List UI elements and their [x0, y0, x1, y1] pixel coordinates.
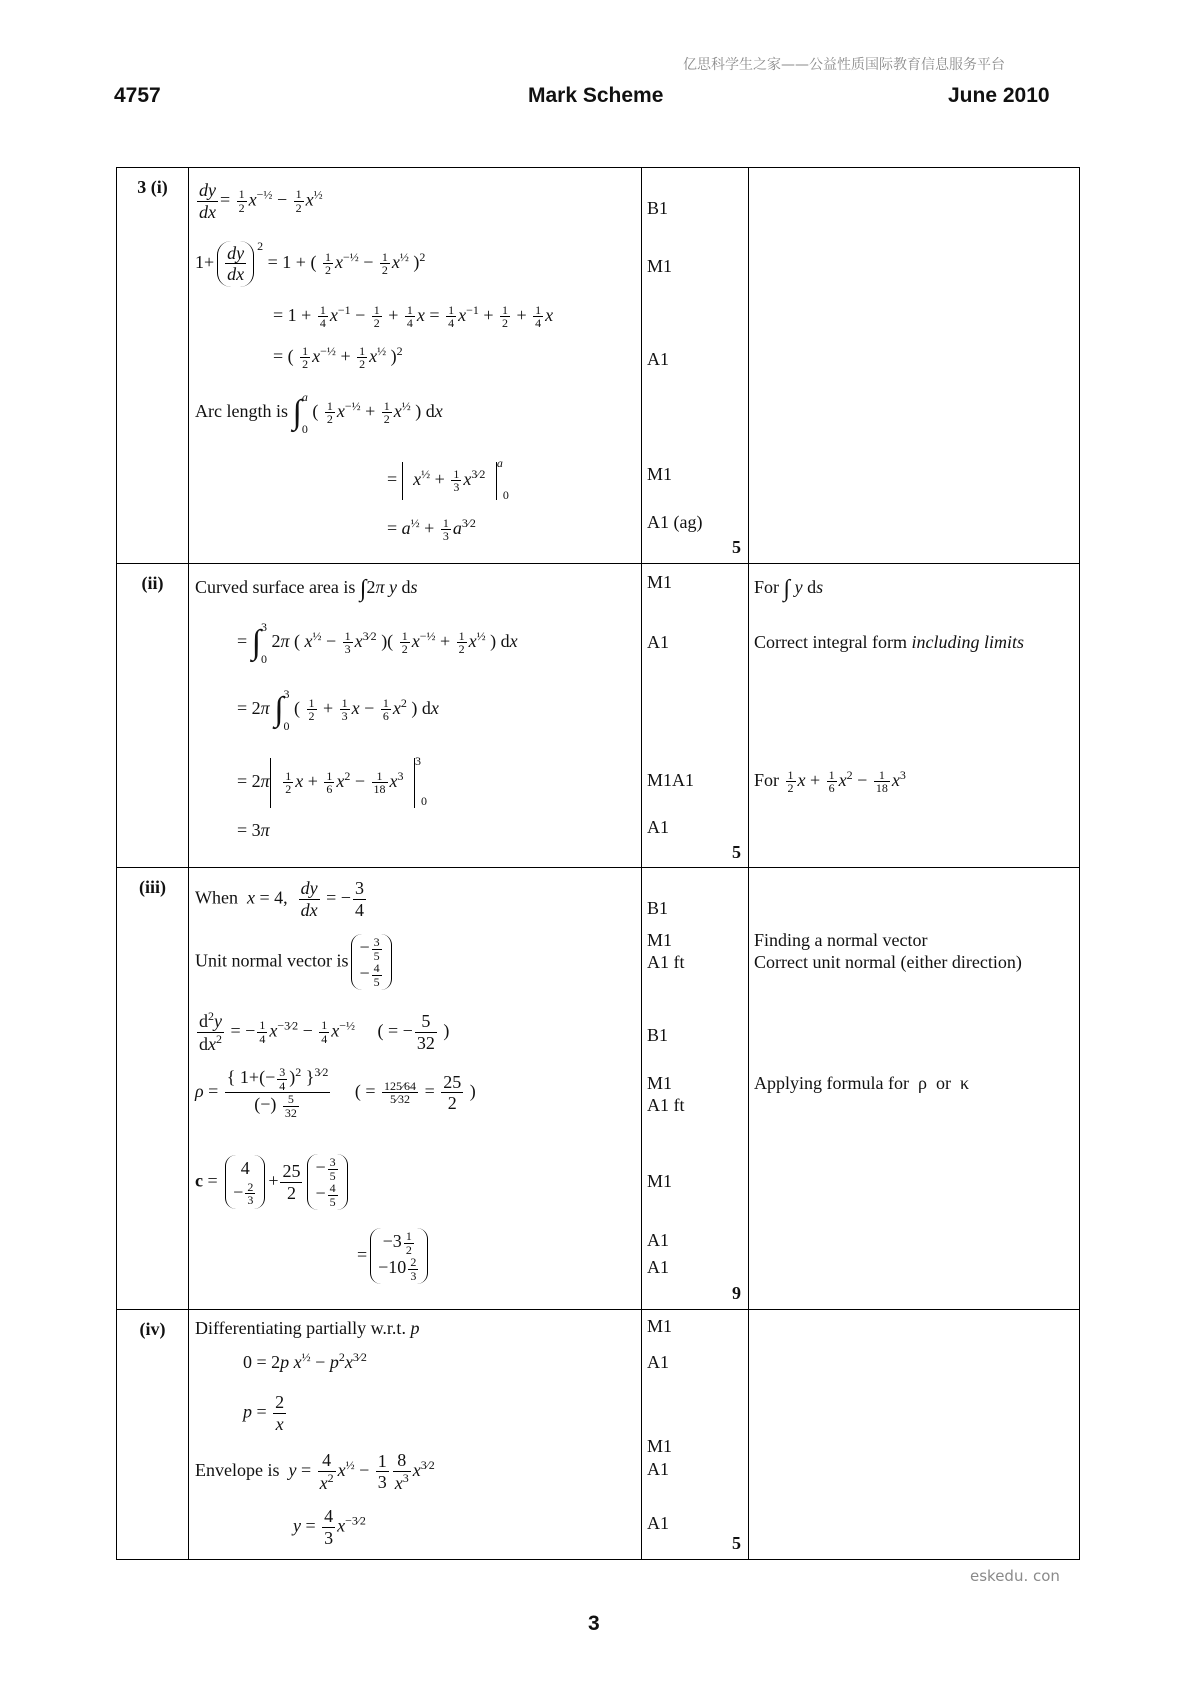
mark: A1 ft — [647, 952, 685, 972]
comment: For — [754, 770, 780, 790]
marks-cell — [642, 1310, 749, 1560]
marks-cell — [642, 564, 749, 868]
comments-cell: For ∫ y ds Correct integral form including limits For $\frac{1}{2}$ x + $\frac{1}{6}$ $x^2$ − $\frac{1}{18}$ $x^3$ — [749, 564, 1080, 868]
mark-scheme-table — [116, 167, 1080, 1560]
mark: A1 — [647, 1459, 669, 1479]
when-label: When — [195, 887, 238, 908]
doc-title: Mark Scheme — [528, 84, 664, 107]
comments-cell — [749, 168, 1080, 564]
mark: A1 — [647, 1230, 669, 1250]
mark: M1 — [647, 1073, 673, 1093]
arc-length-label: Arc length is — [195, 401, 288, 421]
mark: A1 ft — [647, 1095, 685, 1115]
mark: M1 — [647, 464, 673, 484]
comment: Applying formula for ρ or κ — [754, 1073, 970, 1093]
mark: M1 — [647, 572, 673, 592]
mark: A1 — [647, 349, 669, 369]
comment: Finding a normal vector — [754, 930, 928, 950]
mark: A1 — [647, 817, 669, 837]
question-number: 3 (i) — [117, 168, 189, 564]
mark: A1 — [647, 1513, 669, 1533]
watermark-bottom: eskedu. con — [970, 1567, 1060, 1585]
section-3ii — [117, 564, 1080, 868]
mark: B1 — [647, 898, 669, 918]
section-total: 5 — [732, 1533, 741, 1553]
mark: M1 — [647, 256, 673, 276]
mark: A1 — [647, 1352, 669, 1372]
marks-cell — [642, 168, 749, 564]
working-cell: When x = 4, $\frac{dy}{dx}$ = − $\frac{3}{4}$ Unit normal vector is − $\frac{3}{5}$ − $\frac{4}{5}$ $\frac{d^2y}{dx^2}$ = − $\frac{1}{4}$ $x^{-3⁄2}$ − $\frac{1}{4}$ $x^{-\frac{1}{2}}$ ( = − $\frac{5}{32}$ ) ρ = { 1+(− $\frac{3}{4}$ )$^2$ }$^{3⁄2}$ (−) $\frac{5}{32}$ ( = $\frac{125⁄64}{5⁄32}$ = $\frac{25}{2}$ ) c = 4 − $\frac{2}{3}$ + $\frac{25}{2}$ − $\frac{3}{5}$ − $\frac{4}{5}$ = −3 $\frac{1}{2}$ −10 $\frac{2}{3}$ — [189, 868, 642, 1310]
mark: B1 — [647, 198, 669, 218]
watermark-top: 亿思科学生之家——公益性质国际教育信息服务平台 — [683, 57, 1005, 73]
section-3iv — [117, 1310, 1080, 1560]
working-cell: Differentiating partially w.r.t. p 0 = 2p $x^{\frac{1}{2}} - p^2x^{3⁄2}$ p = $\frac{2}{x}$ Envelope is y = $\frac{4}{x^2}$ $x^{\frac{1}{2}}$ − $\frac{1}{3}$ $\frac{8}{x^3}$ $x^{3⁄2}$ y = $\frac{4}{3}$ $x^{-3⁄2}$ — [189, 1310, 642, 1560]
question-number: (iv) — [117, 1310, 189, 1560]
surface-area-label: Curved surface area is — [195, 577, 356, 597]
section-total: 5 — [732, 537, 741, 557]
mark: M1 — [647, 1316, 673, 1336]
mark: B1 — [647, 1025, 669, 1045]
comment: Correct unit normal (either direction) — [754, 952, 1022, 972]
unit-normal-label: Unit normal vector is — [195, 950, 349, 971]
mark: A1 — [647, 1257, 669, 1277]
comments-cell — [749, 1310, 1080, 1560]
working-cell: Curved surface area is ∫2π y ds = ∫$^3_0$ 2π ( $x^{\frac{1}{2}}$ − $\frac{1}{3}$ $x^{3⁄2}$ )( $\frac{1}{2}$ $x^{-\frac{1}{2}}$ + $\frac{1}{2}$ $x^{\frac{1}{2}}$ ) dx = 2π ∫$^3_0$ ( $\frac{1}{2}$ + $\frac{1}{3}$ x − $\frac{1}{6}$ $x^2$ ) dx = 2π $\frac{1}{2}$ x + $\frac{1}{6}$ $x^2$ − $\frac{1}{18}$ $x^3$ $^3_0$ = 3π — [189, 564, 642, 868]
differentiating-label: Differentiating partially w.r.t. — [195, 1318, 406, 1338]
question-number: (ii) — [117, 564, 189, 868]
doc-code: 4757 — [114, 84, 161, 107]
marks-cell — [642, 868, 749, 1310]
doc-date: June 2010 — [948, 84, 1050, 107]
mark: A1 (ag) — [647, 512, 703, 532]
mark: M1A1 — [647, 770, 695, 790]
comment: For — [754, 577, 780, 597]
section-total: 9 — [732, 1283, 741, 1303]
comments-cell — [749, 868, 1080, 1310]
comment: Correct integral form — [754, 632, 907, 652]
envelope-label: Envelope is — [195, 1459, 280, 1480]
mark: M1 — [647, 930, 673, 950]
mark: M1 — [647, 1436, 673, 1456]
mark: M1 — [647, 1171, 673, 1191]
comment-emphasis: including limits — [911, 632, 1024, 652]
section-total: 5 — [732, 842, 741, 862]
working-cell: $\frac{dy}{dx}$ = $\frac{1}{2}$ $x^{-\frac{1}{2}}$ − $\frac{1}{2}$ $x^{\frac{1}{2}}$ 1+ dy dx $^2$ = 1 + ( $\frac{1}{2}$ $x^{-\frac{1}{2}}$ − $\frac{1}{2}$ $x^{\frac{1}{2}}$ )$^2$ = 1 + $\frac{1}{4}$ $x^{-1}$ − $\frac{1}{2}$ + $\frac{1}{4}$ x = $\frac{1}{4}$ $x^{-1}$ + $\frac{1}{2}$ + $\frac{1}{4}$ x = ( $\frac{1}{2}$ $x^{-\frac{1}{2}}$ + $\frac{1}{2}$ $x^{\frac{1}{2}}$ )$^2$ Arc length is ∫$^a_0$ ( $\frac{1}{2}$ $x^{-\frac{1}{2}}$ + $\frac{1}{2}$ $x^{\frac{1}{2}}$ ) dx = $x^{\frac{1}{2}}$ + $\frac{1}{3}$ $x^{3⁄2}$ $^a_0$ = $a^{\frac{1}{2}}$ + $\frac{1}{3}$ $a^{3⁄2}$ — [189, 168, 642, 564]
mark: A1 — [647, 632, 669, 652]
question-number: (iii) — [117, 868, 189, 1310]
section-3i — [117, 168, 1080, 564]
page-number: 3 — [588, 1612, 600, 1635]
section-3iii — [117, 868, 1080, 1310]
